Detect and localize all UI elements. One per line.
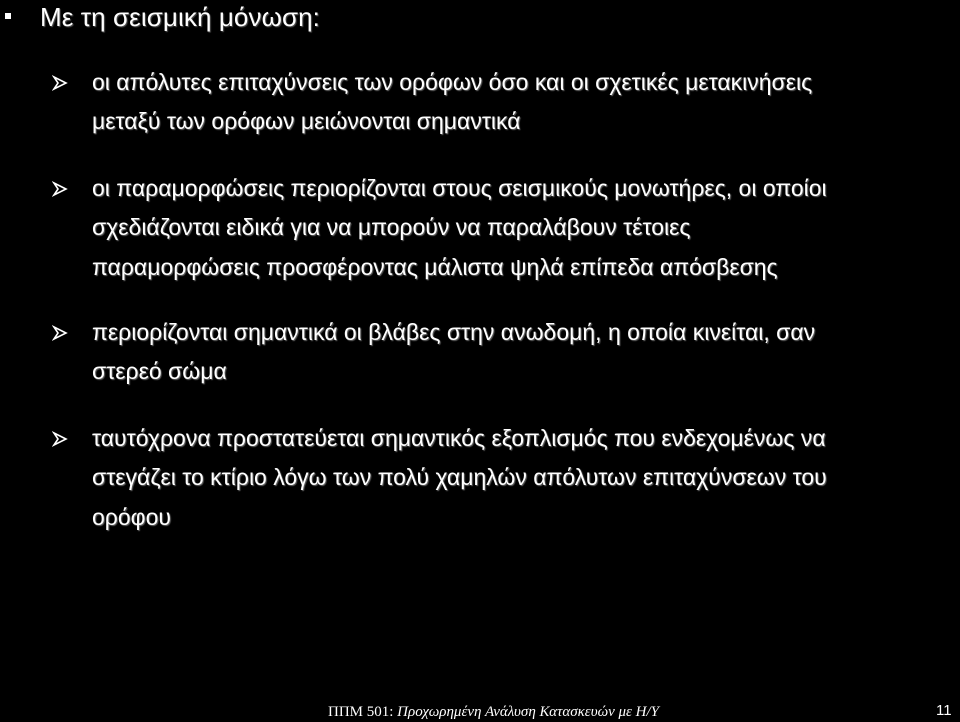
- arrowhead-bullet-icon: [52, 431, 68, 447]
- square-bullet-icon: [5, 13, 11, 19]
- bullet-point-4-line-3: ορόφου: [92, 504, 171, 530]
- footer-course-code: ΠΠΜ 501:: [328, 704, 398, 720]
- arrowhead-bullet-icon: [52, 325, 68, 341]
- bullet-point-1-line-1: οι απόλυτες επιταχύνσεις των ορόφων όσο και οι σχετικές μετακινήσεις: [92, 69, 813, 95]
- page-number: 11: [936, 702, 952, 719]
- title-text: Με τη σεισμική μόνωση:: [40, 2, 320, 32]
- bullet-point-2-line-2: σχεδιάζονται ειδικά για να μπορούν να παραλάβουν τέτοιες: [92, 214, 691, 240]
- bullet-point-4-line-1: ταυτόχρονα προστατεύεται σημαντικός εξοπλισμός που ενδεχομένως να: [92, 425, 826, 451]
- bullet-point-3-line-2: στερεό σώμα: [92, 358, 227, 384]
- bullet-point-2-line-3: παραμορφώσεις προσφέροντας μάλιστα ψηλά επίπεδα απόσβεσης: [92, 254, 778, 280]
- slide-footer: [328, 703, 659, 721]
- arrowhead-bullet-icon: [52, 75, 68, 91]
- arrowhead-bullet-icon: [52, 181, 68, 197]
- footer-course-title: Προχωρημένη Ανάλυση Κατασκευών με Η/Υ: [397, 704, 660, 720]
- bullet-point-4-line-2: στεγάζει το κτίριο λόγω των πολύ χαμηλών απόλυτων επιταχύνσεων του: [92, 464, 827, 490]
- bullet-point-2-line-1: οι παραμορφώσεις περιορίζονται στους σεισμικούς μονωτήρες, οι οποίοι: [92, 175, 827, 201]
- bullet-point-1-line-2: μεταξύ των ορόφων μειώνονται σημαντικά: [92, 108, 521, 134]
- bullet-point-3-line-1: περιορίζονται σημαντικά οι βλάβες στην ανωδομή, η οποία κινείται, σαν: [92, 319, 816, 345]
